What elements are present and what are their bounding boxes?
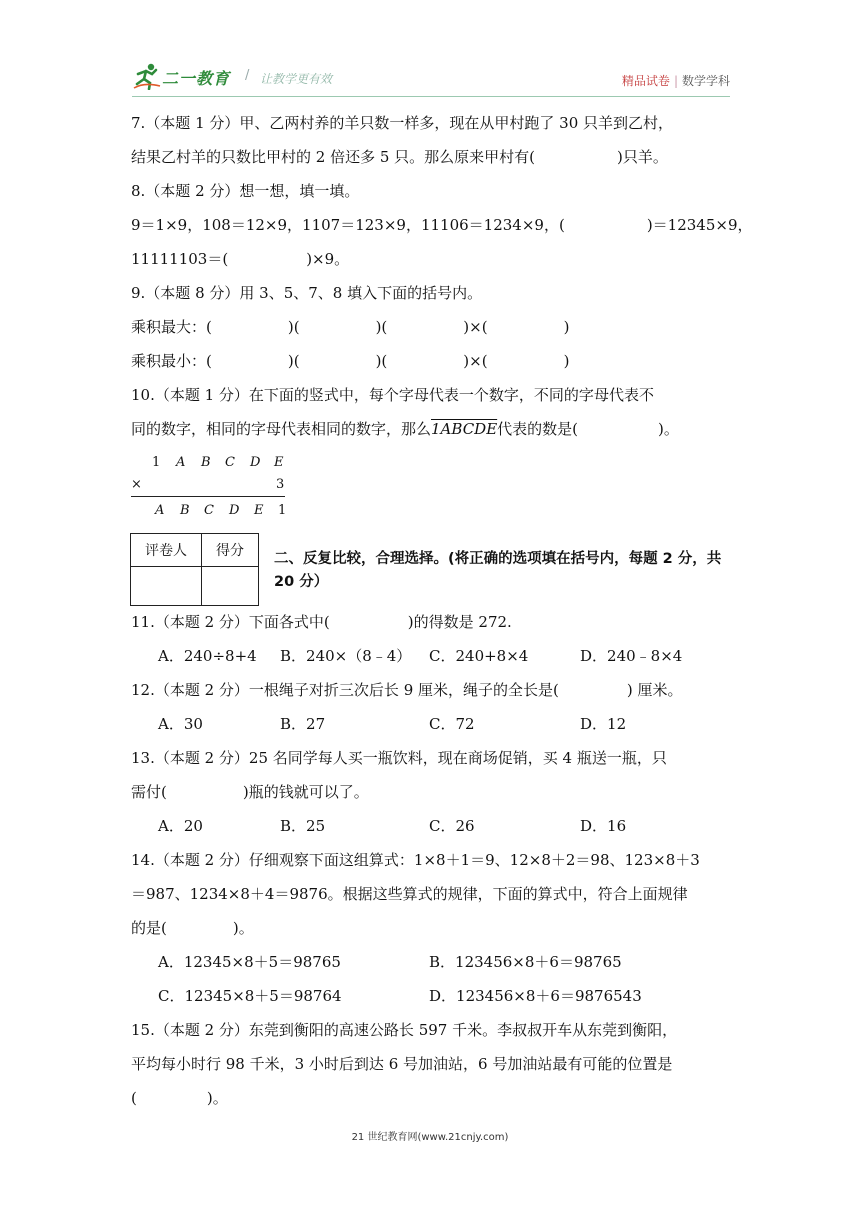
q9-paren: )( <box>375 318 388 336</box>
q12-option-b: B．27 <box>280 715 326 733</box>
q10-text-b: 代表的数是( <box>497 420 579 438</box>
q14-option-d: D．123456×8＋6＝9876543 <box>429 987 642 1005</box>
calc-digit: E <box>274 455 284 470</box>
q13-text-b: )瓶的钱就可以了。 <box>242 783 369 801</box>
q12-line1 <box>131 680 683 700</box>
calc-multiplier: 3 <box>276 477 285 492</box>
q14-option-b: B．123456×8＋6＝98765 <box>429 953 622 971</box>
q12-text-b: ) 厘米。 <box>626 681 683 699</box>
q7-line1: 7.（本题 1 分）甲、乙两村养的羊只数一样多，现在从甲村跑了 30 只羊到乙村， <box>131 114 674 132</box>
q9-paren-close: ) <box>563 352 570 370</box>
q9-line1: 9.（本题 8 分）用 3、5、7、8 填入下面的括号内。 <box>131 284 483 302</box>
q9-paren-times: )×( <box>463 352 488 370</box>
q12-option-a: A．30 <box>158 715 203 733</box>
calc-digit: 1 <box>278 503 287 518</box>
q13-option-d: D．16 <box>580 817 627 835</box>
q14-option-a: A．12345×8＋5＝98765 <box>158 953 341 971</box>
q8-text-b: )＝12345×9， <box>646 216 753 234</box>
q14-option-c: C．12345×8＋5＝98764 <box>158 987 342 1005</box>
logo-text: 二一教育 <box>162 69 231 88</box>
q12-option-d: D．12 <box>580 715 627 733</box>
calc-rule-line <box>131 496 285 497</box>
q14-line3 <box>131 918 254 938</box>
calc-times-sign: × <box>131 477 142 492</box>
score-header-grader: 评卷人 <box>131 534 202 567</box>
header-label: 精品试卷 <box>621 74 670 88</box>
q9-min-label: 乘积最小：( <box>131 352 212 370</box>
calc-digit: B <box>201 455 211 470</box>
q13-line1: 13.（本题 2 分）25 名同学每人买一瓶饮料，现在商场促销，买 4 瓶送一瓶，只 <box>131 749 667 767</box>
q7-text-b: )只羊。 <box>617 148 668 166</box>
q14-line1: 14.（本题 2 分）仔细观察下面这组算式：1×8＋1＝9、12×8＋2＝98、123×8＋3 <box>131 851 700 869</box>
calc-digit: E <box>254 503 264 518</box>
q11-text-a: 11.（本题 2 分）下面各式中( <box>131 613 330 631</box>
q9-max-row <box>131 317 569 337</box>
header-slash: / <box>245 68 250 83</box>
q15-line2: 平均每小时行 98 千米，3 小时后到达 6 号加油站，6 号加油站最有可能的位置是 <box>131 1055 673 1073</box>
calc-digit: D <box>229 503 240 518</box>
runner-logo-icon <box>132 62 162 90</box>
q8-text-a: 9＝1×9，108＝12×9，1107＝123×9，11106＝1234×9，( <box>131 216 565 234</box>
q14-text-a: 的是( <box>131 919 167 937</box>
q9-paren-close: ) <box>563 318 570 336</box>
calc-digit: B <box>180 503 190 518</box>
score-cell-grader <box>131 567 202 606</box>
q7-text-a: 结果乙村羊的只数比甲村的 2 倍还多 5 只。那么原来甲村有( <box>131 148 536 166</box>
q14-line2: ＝987、1234×8＋4＝9876。根据这些算式的规律，下面的算式中，符合上面规律 <box>131 885 688 903</box>
q14-text-b: )。 <box>232 919 254 937</box>
calc-digit: A <box>176 455 186 470</box>
q13-option-c: C．26 <box>429 817 475 835</box>
q10-line1: 10.（本题 1 分）在下面的竖式中，每个字母代表一个数字，不同的字母代表不 <box>131 386 654 404</box>
q8-line1: 8.（本题 2 分）想一想，填一填。 <box>131 182 360 200</box>
q9-max-label: 乘积最大：( <box>131 318 212 336</box>
q8-line2 <box>131 215 753 235</box>
q11-text-b: )的得数是 272. <box>407 613 512 631</box>
q11-option-d: D．240﹣8×4 <box>580 647 683 665</box>
header-subject: 数学学科 <box>681 74 730 88</box>
q13-option-a: A．20 <box>158 817 203 835</box>
q15-line3 <box>131 1088 228 1108</box>
q9-paren: )( <box>287 318 300 336</box>
q11-option-a: A．240÷8+4 <box>158 647 257 665</box>
q15-text-b: )。 <box>206 1089 228 1107</box>
header-divider <box>132 96 730 97</box>
q8-text-c: 11111103＝( <box>131 250 229 268</box>
q10-overline-number: 1ABCDE <box>431 420 498 438</box>
q11-option-c: C．240+8×4 <box>429 647 529 665</box>
section-2-title: 二、反复比较，合理选择。(将正确的选项填在括号内，每题 2 分，共 20 分） <box>274 551 722 590</box>
calc-digit: D <box>250 455 261 470</box>
page-footer: 21 世纪教育网(www.21cnjy.com) <box>351 1132 509 1143</box>
q11-option-b: B．240×（8﹣4） <box>280 647 412 665</box>
q9-paren: )( <box>375 352 388 370</box>
q7-line2 <box>131 147 668 167</box>
q9-min-row <box>131 351 569 371</box>
q13-text-a: 需付( <box>131 783 167 801</box>
q15-line1: 15.（本题 2 分）东莞到衡阳的高速公路长 597 千米。李叔叔开车从东莞到衡阳， <box>131 1021 678 1039</box>
q8-text-d: )×9。 <box>306 250 350 268</box>
calc-digit: A <box>155 503 165 518</box>
calc-digit: 1 <box>152 455 161 470</box>
score-cell-score <box>202 567 259 606</box>
header-separator: | <box>673 74 678 88</box>
q10-text-c: )。 <box>658 420 679 438</box>
q13-option-b: B．25 <box>280 817 326 835</box>
q9-paren: )( <box>287 352 300 370</box>
q15-text-a: ( <box>131 1089 137 1107</box>
page-header <box>132 62 730 94</box>
header-right <box>622 72 730 89</box>
score-header-score: 得分 <box>202 534 259 567</box>
q10-text-a: 同的数字，相同的字母代表相同的数字，那么 <box>131 420 432 438</box>
q12-option-c: C．72 <box>429 715 475 733</box>
calc-digit: C <box>204 503 214 518</box>
q13-line2 <box>131 782 369 802</box>
q9-paren-times: )×( <box>463 318 488 336</box>
q12-text-a: 12.（本题 2 分）一根绳子对折三次后长 9 厘米，绳子的全长是( <box>131 681 559 699</box>
q8-line3 <box>131 249 349 269</box>
score-table <box>130 533 259 606</box>
calc-digit: C <box>225 455 235 470</box>
q11-line1 <box>131 612 512 632</box>
q10-line2 <box>131 419 679 439</box>
slogan: 让教学更有效 <box>260 72 333 86</box>
